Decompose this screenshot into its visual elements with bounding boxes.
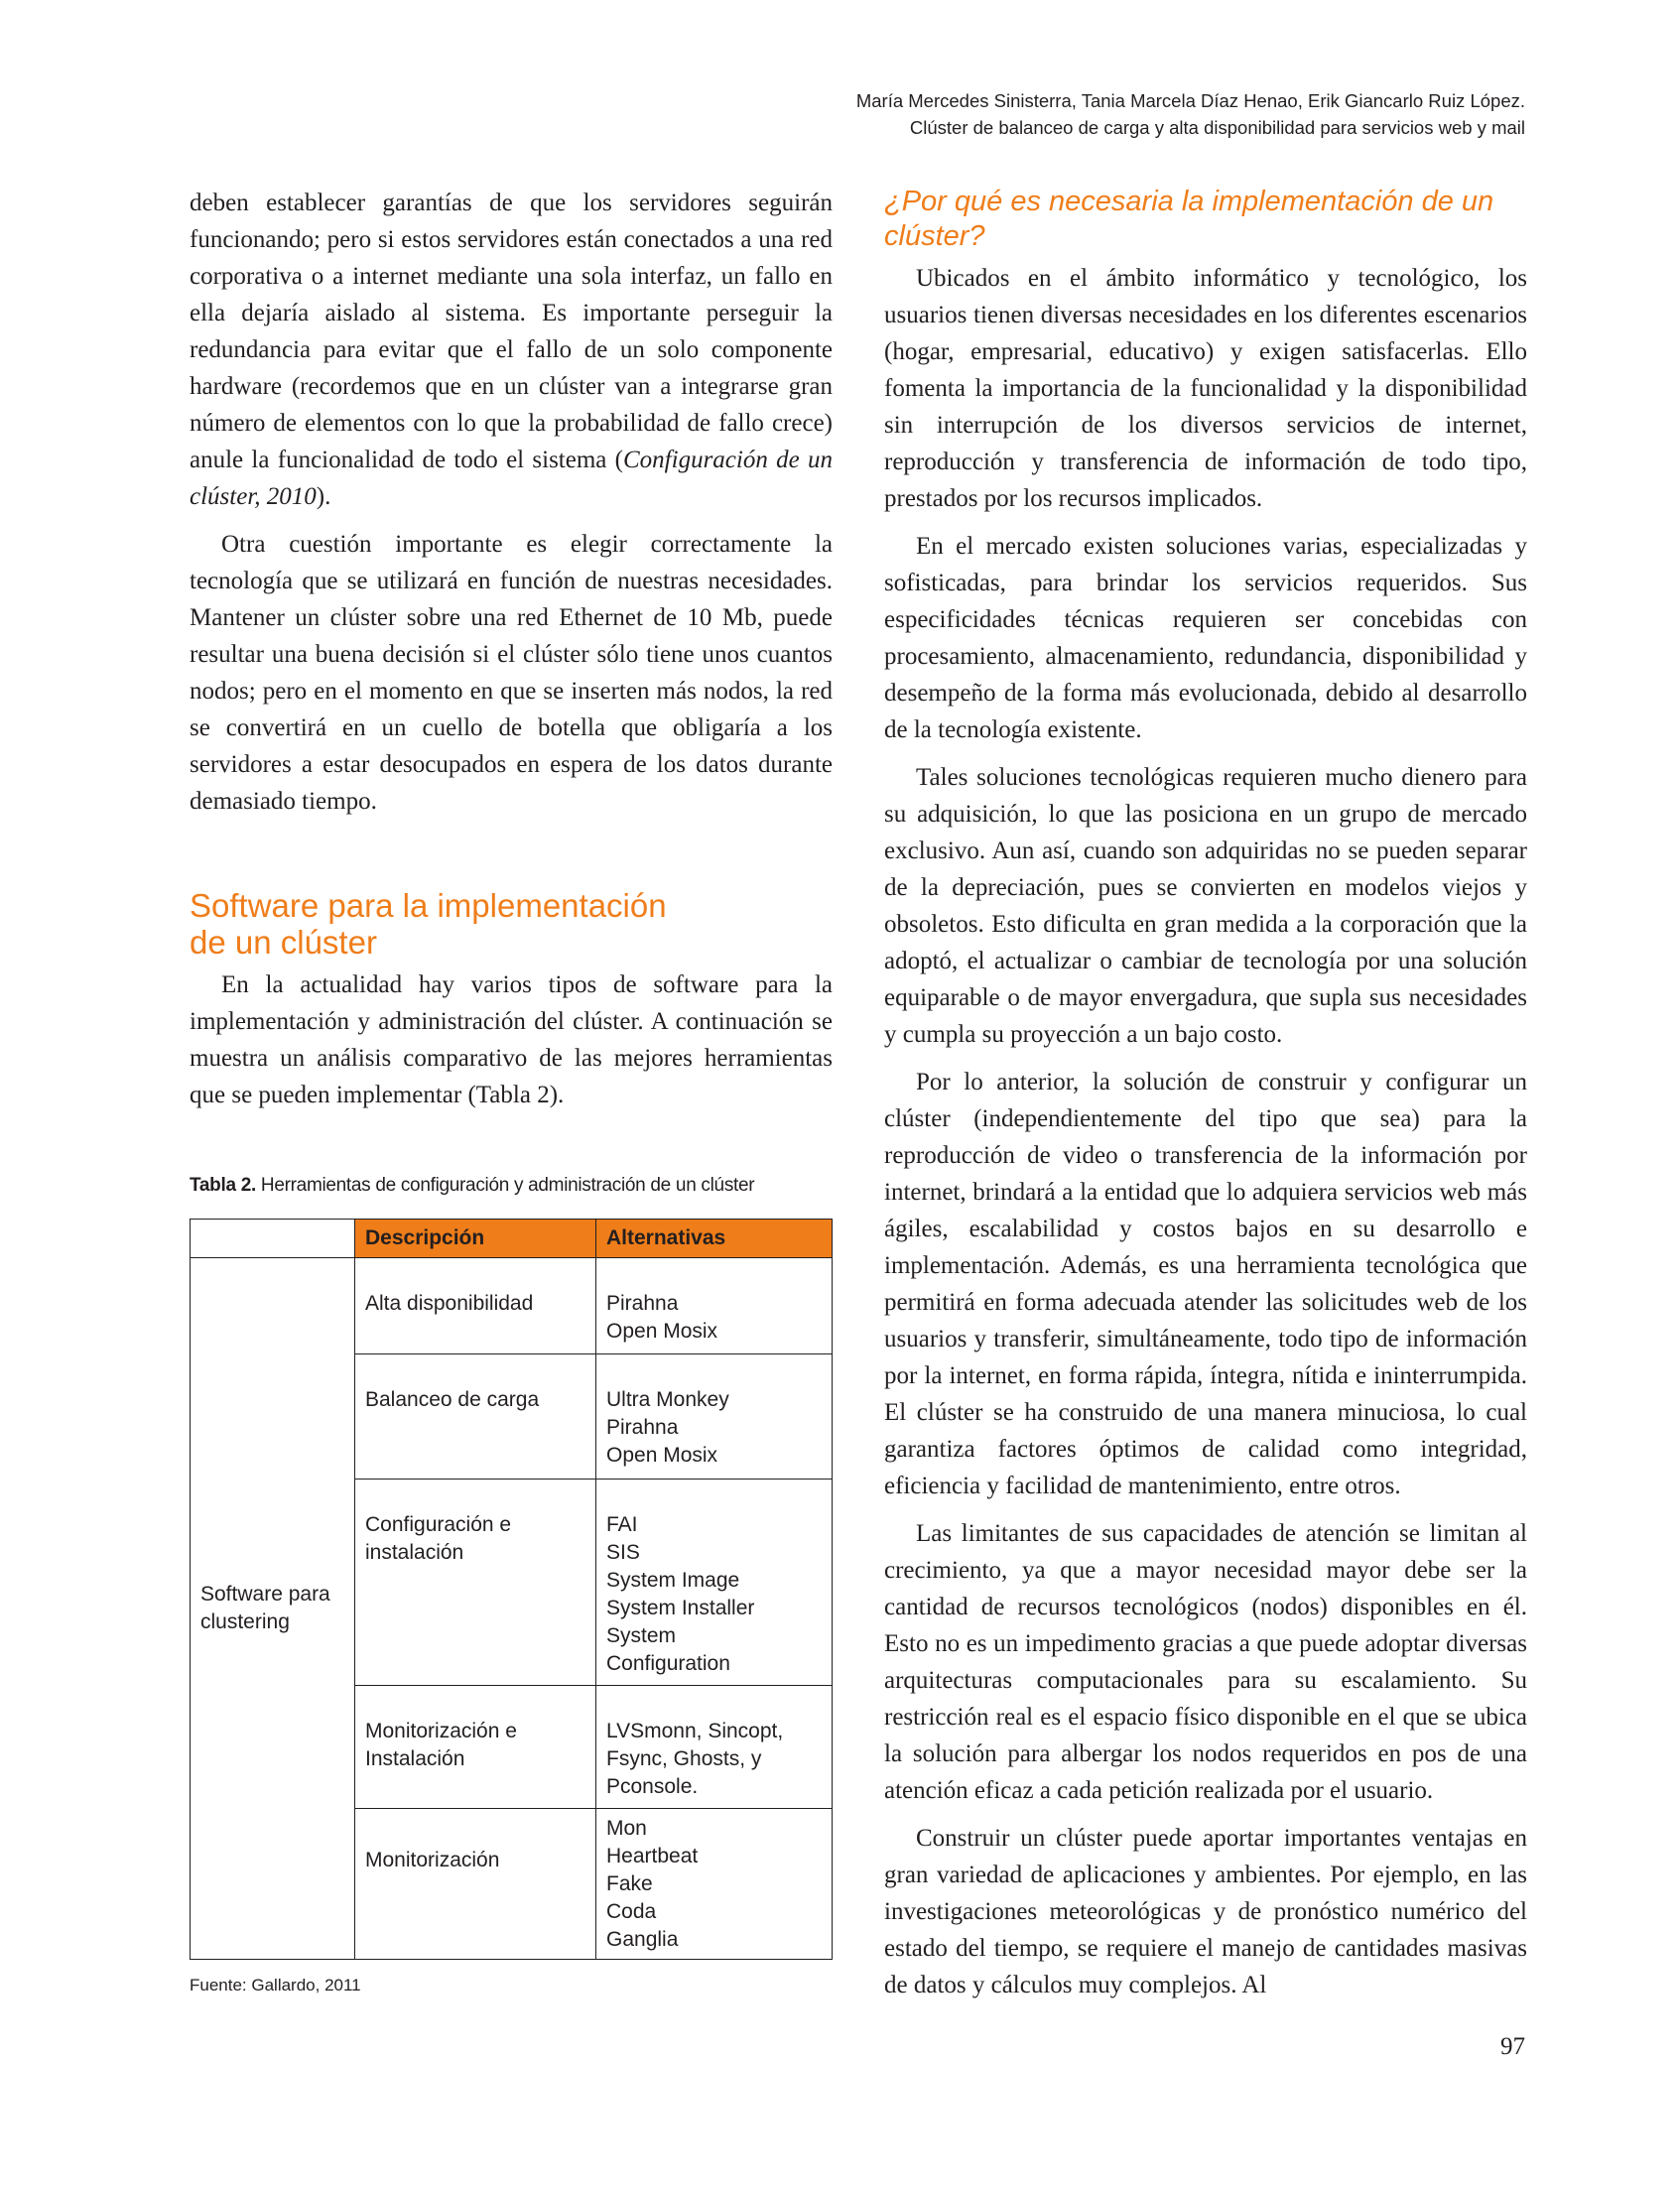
- left-paragraph-1-text: deben establecer garantías de que los servidores seguirán funcionando; pero si estos servidores están conectados a una red corporativa o a internet mediante una sola interfaz, un fallo en ella dejaría aislado al sistema. Es importante perseguir la redundancia para evitar que el fallo de un solo componente hardware (recordemos que en un clúster van a integrarse gran número de elementos con lo que la probabilidad de fallo crece) anule la funcionalidad de todo el sistema (: [190, 190, 833, 473]
- table-cell-description: Monitorización e Instalación: [355, 1686, 596, 1809]
- alternative-item: Pconsole.: [606, 1775, 699, 1798]
- alternative-item: System Image: [606, 1569, 740, 1592]
- alternative-item: Pirahna: [606, 1416, 679, 1439]
- subsection-heading: ¿Por qué es necesaria la implementación de un clúster?: [884, 186, 1494, 252]
- table-cell-description: Alta disponibilidad: [355, 1258, 596, 1354]
- table-cell-description: Balanceo de carga: [355, 1354, 596, 1480]
- right-column: [884, 185, 1527, 2014]
- left-paragraph-3: En la actualidad hay varios tipos de software para la implementación y administración del clúster. A continuación se muestra un análisis comparativo de las mejores herramientas que se pueden implementar (Tabla 2).: [190, 971, 833, 1108]
- alternative-item: LVSmonn, Sincopt,: [606, 1720, 784, 1742]
- table-caption-text: Herramientas de configuración y administración de un clúster: [255, 1175, 755, 1196]
- alternative-item: Mon: [606, 1817, 647, 1840]
- running-head-authors: María Mercedes Sinisterra, Tania Marcela Díaz Henao, Erik Giancarlo Ruiz López.: [855, 90, 1525, 111]
- table-cell-alternatives: [596, 1480, 833, 1686]
- alternative-item: Fake: [606, 1872, 653, 1895]
- section-heading-line-2: de un clúster: [190, 924, 377, 961]
- alternative-item: Pirahna: [606, 1292, 679, 1315]
- table-header-alternatives: Alternativas: [596, 1220, 833, 1258]
- alternative-item: System Installer: [606, 1597, 755, 1619]
- table-header-description: Descripción: [355, 1220, 596, 1258]
- right-paragraph-4: Por lo anterior, la solución de construir y configurar un clúster (independientemente del tipo que sea) para la reproducción de video o transferencia de la información por internet, brindará a la entidad que lo adquiera servicios web más ágiles, escalabilidad y costos bajos en su desarrollo e implementación. Además, es una herramienta tecnológica que permitirá en forma adecuada atender las solicitudes web de los usuarios y transferir, simultáneamente, todo tipo de información por la internet, en forma rápida, íntegra, nítida e ininterrumpida. El clúster se ha construido de una manera minuciosa, lo cual garantiza factores óptimos de calidad como integridad, eficiencia y facilidad de mantenimiento, entre otros.: [884, 1069, 1527, 1499]
- alternative-item: Ultra Monkey: [606, 1388, 729, 1411]
- running-head: [856, 87, 1525, 141]
- right-paragraph-3: Tales soluciones tecnológicas requieren mucho dienero para su adquisición, lo que las posiciona en un grupo de mercado exclusivo. Aun así, cuando son adquiridas no se pueden separar de la depreciación, pues se convierten en modelos viejos y obsoletos. Esto dificulta en gran medida a la corporación que la adoptó, el actualizar o cambiar de tecnología por una solución equiparable o de mayor envergadura, que supla sus necesidades y cumpla su proyección a un bajo costo.: [884, 764, 1527, 1048]
- table-caption: [190, 1173, 833, 1199]
- page-number: 97: [1500, 2033, 1525, 2060]
- left-paragraph-2: Otra cuestión importante es elegir correctamente la tecnología que se utilizará en función de nuestras necesidades. Mantener un clúster sobre una red Ethernet de 10 Mb, puede resultar una buena decisión si el clúster sólo tiene unos cuantos nodos; pero en el momento en que se inserten más nodos, la red se convertirá en un cuello de botella que obligaría a los servidores a estar desocupados en espera de los datos durante demasiado tiempo.: [190, 531, 833, 815]
- left-paragraph-1: [190, 185, 833, 515]
- table-cell-alternatives: [596, 1686, 833, 1809]
- alternative-item: FAI: [606, 1513, 638, 1536]
- table-caption-label: Tabla 2.: [190, 1175, 256, 1196]
- table-cell-alternatives: [596, 1354, 833, 1480]
- alternative-item: Configuration: [606, 1652, 730, 1675]
- table-source: Fuente: Gallardo, 2011: [190, 1976, 361, 1995]
- table-row: [191, 1258, 833, 1354]
- alternative-item: Heartbeat: [606, 1845, 699, 1867]
- table-cell-alternatives: [596, 1809, 833, 1960]
- table-header-blank: [191, 1220, 355, 1258]
- alternative-item: SIS: [606, 1541, 640, 1564]
- row-group-label: Software para clustering: [191, 1258, 355, 1960]
- right-paragraph-5: Las limitantes de sus capacidades de atención se limitan al crecimiento, ya que a mayor necesidad mayor debe ser la cantidad de recursos tecnológicos (nodos) disponibles en él. Esto no es un impedimento gracias a que puede adoptar diversas arquitecturas computacionales para su escalamiento. Su restricción real es el espacio físico disponible en el que se ubica la solución para albergar los nodos requeridos en pos de una atención eficaz a cada petición realizada por el usuario.: [884, 1520, 1527, 1804]
- section-heading-line-1: Software para la implementación: [190, 887, 667, 924]
- table-cell-description: Configuración e instalación: [355, 1480, 596, 1686]
- left-paragraph-1-end: ).: [316, 483, 331, 510]
- right-paragraph-2: En el mercado existen soluciones varias, especializadas y sofisticadas, para brindar los servicios requeridos. Sus especificidades técnicas requieren ser concebidas con procesamiento, almacenamiento, redundancia, disponibilidad y desempeño de la forma más evolucionada, debido al desarrollo de la tecnología existente.: [884, 533, 1527, 743]
- table-cell-alternatives: [596, 1258, 833, 1354]
- section-heading: [190, 887, 833, 961]
- right-paragraph-6: Construir un clúster puede aportar importantes ventajas en gran variedad de aplicaciones y ambientes. Por ejemplo, en las investigaciones meteorológicas y de pronóstico numérico del estado del tiempo, se requiere el manejo de cantidades masivas de datos y cálculos muy complejos. Al: [884, 1825, 1527, 1998]
- citation: Configuración de un clúster, 2010: [190, 447, 833, 510]
- right-paragraph-1: Ubicados en el ámbito informático y tecnológico, los usuarios tienen diversas necesidades en los diferentes escenarios (hogar, empresarial, educativo) y exigen satisfacerlas. Ello fomenta la importancia de la funcionalidad y la disponibilidad sin interrupción de los diversos servicios de internet, reproducción y transferencia de información de todo tipo, prestados por los recursos implicados.: [884, 265, 1527, 512]
- left-column: [190, 185, 833, 1997]
- alternative-item: Coda: [606, 1900, 657, 1923]
- tools-table: [190, 1219, 833, 1960]
- alternative-item: Open Mosix: [606, 1320, 718, 1343]
- alternative-item: Ganglia: [606, 1928, 679, 1951]
- alternative-item: Fsync, Ghosts, y: [606, 1747, 762, 1770]
- alternative-item: System: [606, 1624, 677, 1647]
- running-head-title: Clúster de balanceo de carga y alta disponibilidad para servicios web y mail: [909, 117, 1525, 138]
- table-header-row: [191, 1220, 833, 1258]
- alternative-item: Open Mosix: [606, 1444, 718, 1467]
- table-cell-description: Monitorización: [355, 1809, 596, 1960]
